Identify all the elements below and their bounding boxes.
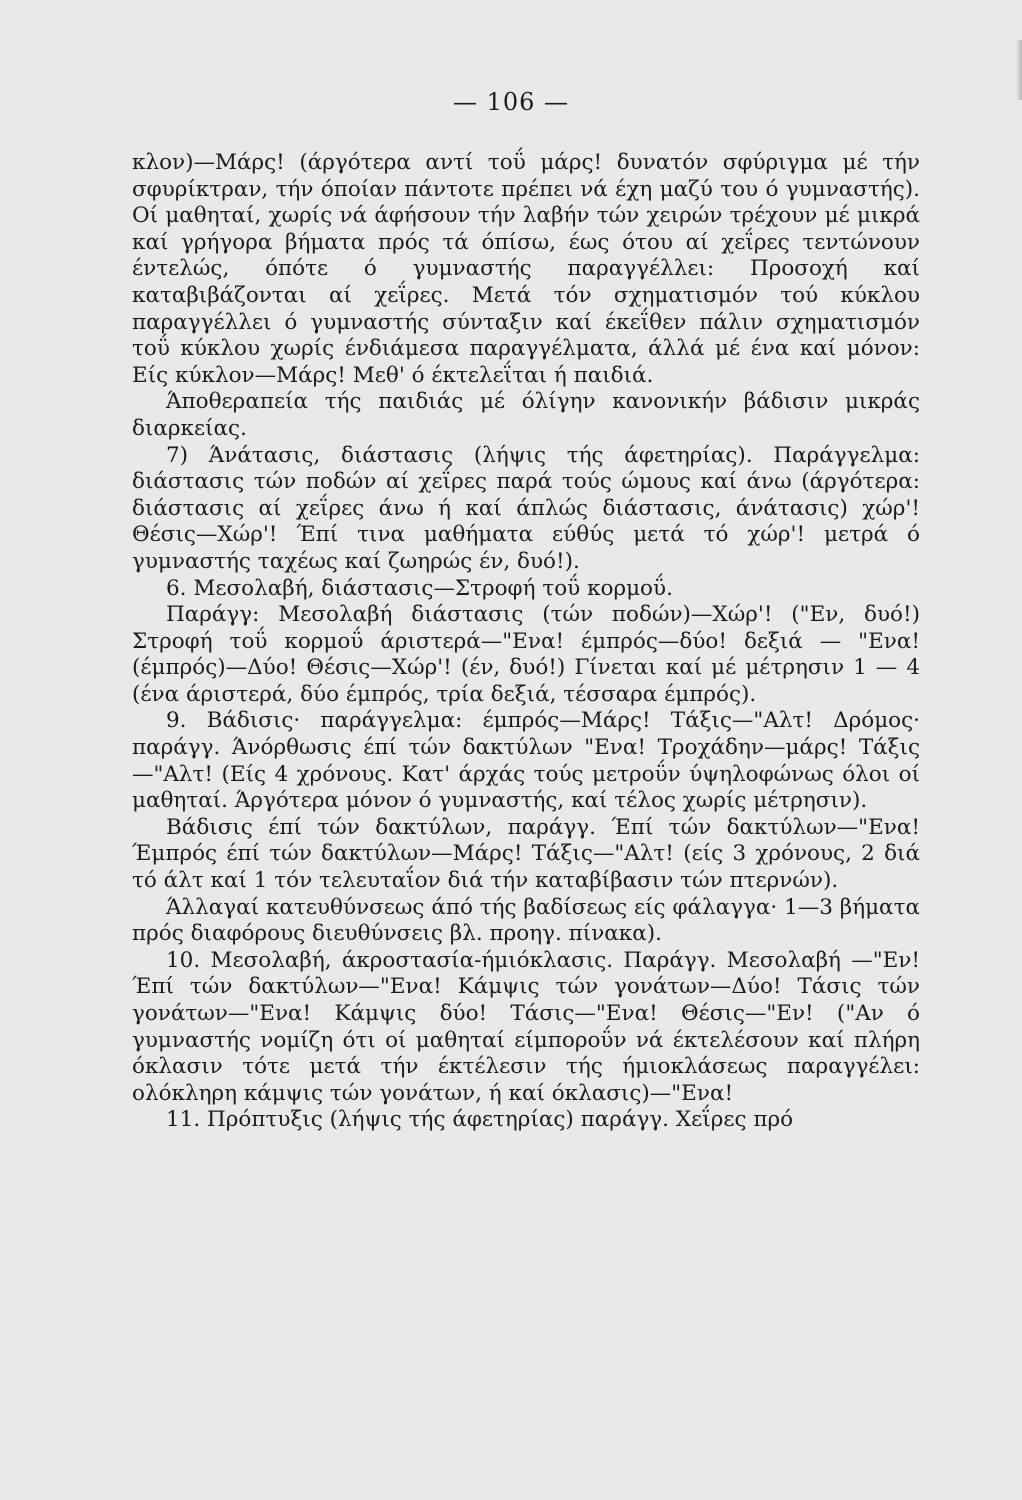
paragraph-6: 9. Βάδισις· παράγγελμα: έμπρός—Μάρς! Τάξις—"Αλτ! Δρόμος· παράγγ. Άνόρθωσις έπί τών δακτύλων "Ενα! Τροχάδην—μάρς! Τάξις —"Αλτ! (Είς 4 χρόνους. Κατ' άρχάς τούς μετροΰν ύψηλοφώνως όλοι οί μαθηταί. Άργότερα μόνον ό γυμναστής, καί τέλος χωρίς μέτρησιν).	[132, 708, 920, 814]
page-number: — 106 —	[452, 88, 570, 116]
paragraph-4: 6. Μεσολαβή, διάστασις—Στροφή τοΰ κορμοΰ.	[166, 575, 673, 601]
paragraph-8: Άλλαγαί κατευθύνσεως άπό τής βαδίσεως είς φάλαγγα· 1—3 βήματα πρός διαφόρους διευθύνσεις βλ. προηγ. πίνακα).	[132, 894, 920, 947]
paragraph-2: Άποθεραπεία τής παιδιάς μέ όλίγην κανονικήν βάδισιν μικράς διαρκείας.	[132, 389, 920, 441]
paragraph-10: 11. Πρόπτυξις (λήψις τής άφετηρίας) παράγγ. Χεΐρες πρό	[166, 1107, 794, 1133]
paragraph-1: κλον)—Μάρς! (άργότερα αντί τοΰ μάρς! δυνατόν σφύριγμα μέ τήν σφυρίκτραν, τήν όποίαν πάντοτε πρέπει νά έχη μαζύ του ό γυμναστής). Οί μαθηταί, χωρίς νά άφήσουν τήν λαβήν τών χειρών τρέχουν μέ μικρά καί γρήγορα βήματα πρός τά όπίσω, έως ότου αί χεΐρες τεντώνουν έντελώς, όπότε ό γυμναστής παραγγέλλει: Προσοχή καί καταβιβάζονται αί χεΐρες. Μετά τόν σχηματισμόν τού κύκλου παραγγέλλει ό γυμναστής σύνταξιν καί έκεΐθεν πάλιν σχηματισμόν τοΰ κύκλου χωρίς ένδιάμεσα παραγγέλματα, άλλά μέ ένα καί μόνον: Είς κύκλον—Μάρς! Μεθ' ό έκτελεΐται ή παιδιά.	[132, 150, 920, 388]
paragraph-9: 10. Μεσολαβή, άκροστασία-ήμιόκλασις. Παράγγ. Μεσολαβή —"Εν! Έπί τών δακτύλων—"Ενα! Κάμψις τών γονάτων—Δύο! Τάσις τών γονάτων—"Ενα! Κάμψις δύο! Τάσις—"Ενα! Θέσις—"Εν! ("Αν ό γυμναστής νομίζη ότι οί μαθηταί είμποροΰν νά έκτελέσουν καί πλήρη όκλασιν τότε μετά τήν έκτέλεσιν τής ήμιοκλάσεως παραγγέλει: ολόκληρη κάμψις τών γονάτων, ή καί όκλασις)—"Ενα!	[132, 947, 920, 1106]
paragraph-3: 7) Άνάτασις, διάστασις (λήψις τής άφετηρίας). Παράγγελμα: διάστασις τών ποδών αί χεΐρες παρά τούς ώμους καί άνω (άργότερα: διάστασις αί χεΐρες άνω ή καί άπλώς διάστασις, άνάτασις) χώρ'! Θέσις—Χώρ'! Έπί τινα μαθήματα εύθύς μετά τό χώρ'! μετρά ό γυμναστής ταχέως καί ζωηρώς έν, δυό!).	[132, 442, 920, 574]
paragraph-7: Βάδισις έπί τών δακτύλων, παράγγ. Έπί τών δακτύλων—"Ενα! Έμπρός έπί τών δακτύλων—Μάρς! Τάξις—"Αλτ! (είς 3 χρόνους, 2 διά τό άλτ καί 1 τόν τελευταΐον διά τήν καταβίβασιν τών πτερνών).	[132, 814, 920, 894]
body-text	[132, 150, 920, 1134]
paragraph-5: Παράγγ: Μεσολαβή διάστασις (τών ποδών)—Χώρ'! ("Εν, δυό!) Στροφή τοΰ κορμοΰ άριστερά—"Ενα! έμπρός—δύο! δεξιά — "Ενα! (έμπρός)—Δύο! Θέσις—Χώρ'! (έν, δυό!) Γίνεται καί μέ μέτρησιν 1 — 4 (ένα άριστερά, δύο έμπρός, τρία δεξιά, τέσσαρα έμπρός).	[132, 602, 920, 707]
